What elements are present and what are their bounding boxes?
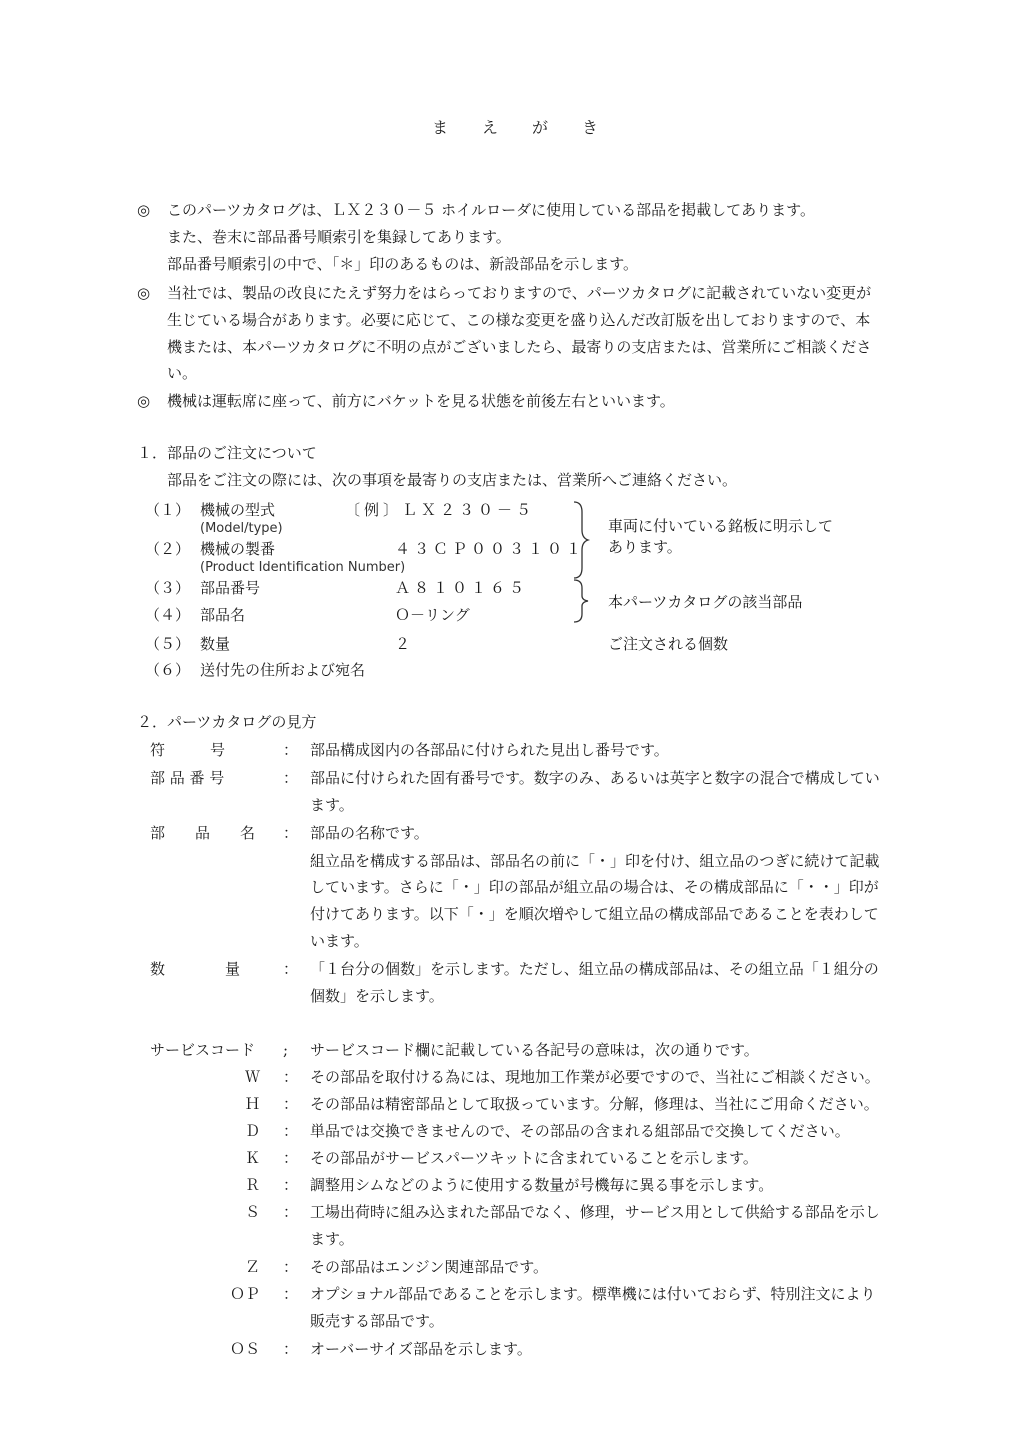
service-code-description: オプショナル部品であることを示します。標準機には付いておらず、特別注文により bbox=[310, 1285, 876, 1303]
term-description: います。 bbox=[310, 932, 369, 950]
service-code-description: その部品を取付ける為には、現地加工作業が必要ですので、当社にご相談ください。 bbox=[310, 1068, 880, 1086]
service-code: Ｚ bbox=[245, 1258, 261, 1276]
order-item-label: 部品名 bbox=[200, 606, 246, 624]
intro-line: 機または、本パーツカタログに不明の点がございましたら、最寄りの支店または、営業所にご相談くださ bbox=[167, 338, 872, 356]
service-code-label: サービスコード bbox=[150, 1041, 256, 1059]
order-item-no: （４） bbox=[145, 606, 191, 624]
colon: ; bbox=[283, 1041, 289, 1059]
section-lead: 部品をご注文の際には、次の事項を最寄りの支店または、営業所へご連絡ください。 bbox=[167, 471, 738, 489]
service-code: ＯＳ bbox=[230, 1340, 261, 1358]
colon: ： bbox=[283, 1095, 299, 1113]
colon: ： bbox=[283, 1068, 299, 1086]
colon: ： bbox=[283, 1258, 299, 1276]
colon: ： bbox=[283, 1285, 299, 1303]
service-code: Ｗ bbox=[245, 1068, 261, 1086]
bullet-mark: ◎ bbox=[137, 392, 151, 410]
service-code-lead: サービスコード欄に記載している各記号の意味は，次の通りです。 bbox=[310, 1041, 759, 1059]
order-item-value: ４３ＣＰ００３１０１ bbox=[395, 540, 586, 558]
term-description: 部品構成図内の各部品に付けられた見出し番号です。 bbox=[310, 741, 669, 759]
intro-line: また、巻末に部品番号順索引を集録してあります。 bbox=[167, 228, 511, 246]
bullet-mark: ◎ bbox=[137, 284, 151, 302]
intro-line: 当社では、製品の改良にたえず努力をはらっておりますので、パーツカタログに記載されていない変更が bbox=[167, 284, 872, 302]
service-code-description: 単品では交換できませんので、その部品の含まれる組部品で交換してください。 bbox=[310, 1122, 850, 1140]
term-description: 個数」を示します。 bbox=[310, 987, 444, 1005]
colon: ： bbox=[283, 741, 299, 759]
service-code: Ｄ bbox=[245, 1122, 261, 1140]
order-item-label: 送付先の住所および宛名 bbox=[200, 661, 366, 679]
service-code-description: 販売する部品です。 bbox=[310, 1312, 444, 1330]
colon: ： bbox=[283, 1203, 299, 1221]
term-description: しています。さらに「・」印の部品が組立品の場合は、その構成部品に「・・」印が bbox=[310, 878, 879, 896]
term-label: 部 品 番 号 bbox=[150, 769, 225, 787]
colon: ： bbox=[283, 1340, 299, 1358]
intro-line: 機械は運転席に座って、前方にバケットを見る状態を前後左右といいます。 bbox=[167, 392, 675, 410]
order-item-sublabel: (Model/type) bbox=[200, 521, 283, 536]
service-code-description: その部品はエンジン関連部品です。 bbox=[310, 1258, 549, 1276]
order-item-value: Ａ８１０１６５ bbox=[395, 579, 529, 597]
right-brace-icon bbox=[570, 578, 592, 624]
order-item-no: （２） bbox=[145, 540, 191, 558]
order-item-sublabel: (Product Identification Number) bbox=[200, 560, 406, 575]
service-code-description: 工場出荷時に組み込まれた部品でなく、修理，サービス用として供給する部品を示し bbox=[310, 1203, 880, 1221]
order-item-label: 部品番号 bbox=[200, 579, 261, 597]
term-description: 「１台分の個数」を示します。ただし、組立品の構成部品は、その組立品「１組分の bbox=[310, 960, 879, 978]
order-item-no: （３） bbox=[145, 579, 191, 597]
service-code: Ｋ bbox=[245, 1149, 261, 1167]
order-item-no: （１） bbox=[145, 501, 191, 519]
service-code: Ｓ bbox=[245, 1203, 261, 1221]
term-description: 部品に付けられた固有番号です。数字のみ、あるいは英字と数字の混合で構成してい bbox=[310, 769, 880, 787]
intro-line: い。 bbox=[167, 364, 198, 382]
colon: ： bbox=[283, 960, 299, 978]
service-code: Ｒ bbox=[245, 1176, 261, 1194]
note-quantity: ご注文される個数 bbox=[608, 635, 729, 653]
order-item-value: ２ bbox=[395, 635, 411, 653]
term-description: 付けてあります。以下「・」を順次増やして組立品の構成部品であることを表わして bbox=[310, 905, 879, 923]
colon: ： bbox=[283, 1122, 299, 1140]
order-item-label: 機械の製番 bbox=[200, 540, 276, 558]
intro-line: 部品番号順索引の中で、「＊」印のあるものは、新設部品を示します。 bbox=[167, 255, 639, 273]
colon: ： bbox=[283, 1149, 299, 1167]
intro-line: 生じている場合があります。必要に応じて、この様な変更を盛り込んだ改訂版を出しておりますので、本 bbox=[167, 311, 871, 329]
intro-line: このパーツカタログは、ＬＸ２３０－５ ホイルローダに使用している部品を掲載してあります。 bbox=[167, 201, 815, 219]
service-code-description: ます。 bbox=[310, 1230, 354, 1248]
colon: ： bbox=[283, 769, 299, 787]
order-item-no: （５） bbox=[145, 635, 191, 653]
service-code-description: 調整用シムなどのように使用する数量が号機毎に異る事を示します。 bbox=[310, 1176, 774, 1194]
right-brace-icon bbox=[570, 500, 592, 580]
term-description: 組立品を構成する部品は、部品名の前に「・」印を付け、組立品のつぎに続けて記載 bbox=[310, 852, 880, 870]
service-code: ＯＰ bbox=[230, 1285, 261, 1303]
order-item-label: 数量 bbox=[200, 635, 231, 653]
order-item-label: 機械の型式 bbox=[200, 501, 276, 519]
section-heading: ２．パーツカタログの見方 bbox=[137, 713, 317, 731]
service-code-description: オーバーサイズ部品を示します。 bbox=[310, 1340, 532, 1358]
page-title: まえがき bbox=[431, 118, 632, 137]
section-heading: １．部品のご注文について bbox=[137, 444, 317, 462]
service-code-description: その部品がサービスパーツキットに含まれていることを示します。 bbox=[310, 1149, 758, 1167]
term-label: 部 品 名 bbox=[150, 824, 256, 842]
colon: ： bbox=[283, 824, 299, 842]
order-item-value: Ｏ－リング bbox=[395, 606, 470, 624]
bullet-mark: ◎ bbox=[137, 201, 151, 219]
order-item-no: （６） bbox=[145, 661, 191, 679]
term-description: 部品の名称です。 bbox=[310, 824, 429, 842]
colon: ： bbox=[283, 1176, 299, 1194]
note-catalog-part: 本パーツカタログの該当部品 bbox=[608, 593, 803, 611]
note-nameplate: あります。 bbox=[608, 538, 682, 556]
term-description: ます。 bbox=[310, 796, 354, 814]
term-label: 数 量 bbox=[150, 960, 241, 978]
service-code: Ｈ bbox=[245, 1095, 261, 1113]
order-item-value: 〔例〕ＬＸ２３０－５ bbox=[345, 501, 536, 519]
term-label: 符 号 bbox=[150, 741, 226, 759]
note-nameplate: 車両に付いている銘板に明示して bbox=[608, 517, 834, 535]
service-code-description: その部品は精密部品として取扱っています。分解，修理は、当社にご用命ください。 bbox=[310, 1095, 879, 1113]
